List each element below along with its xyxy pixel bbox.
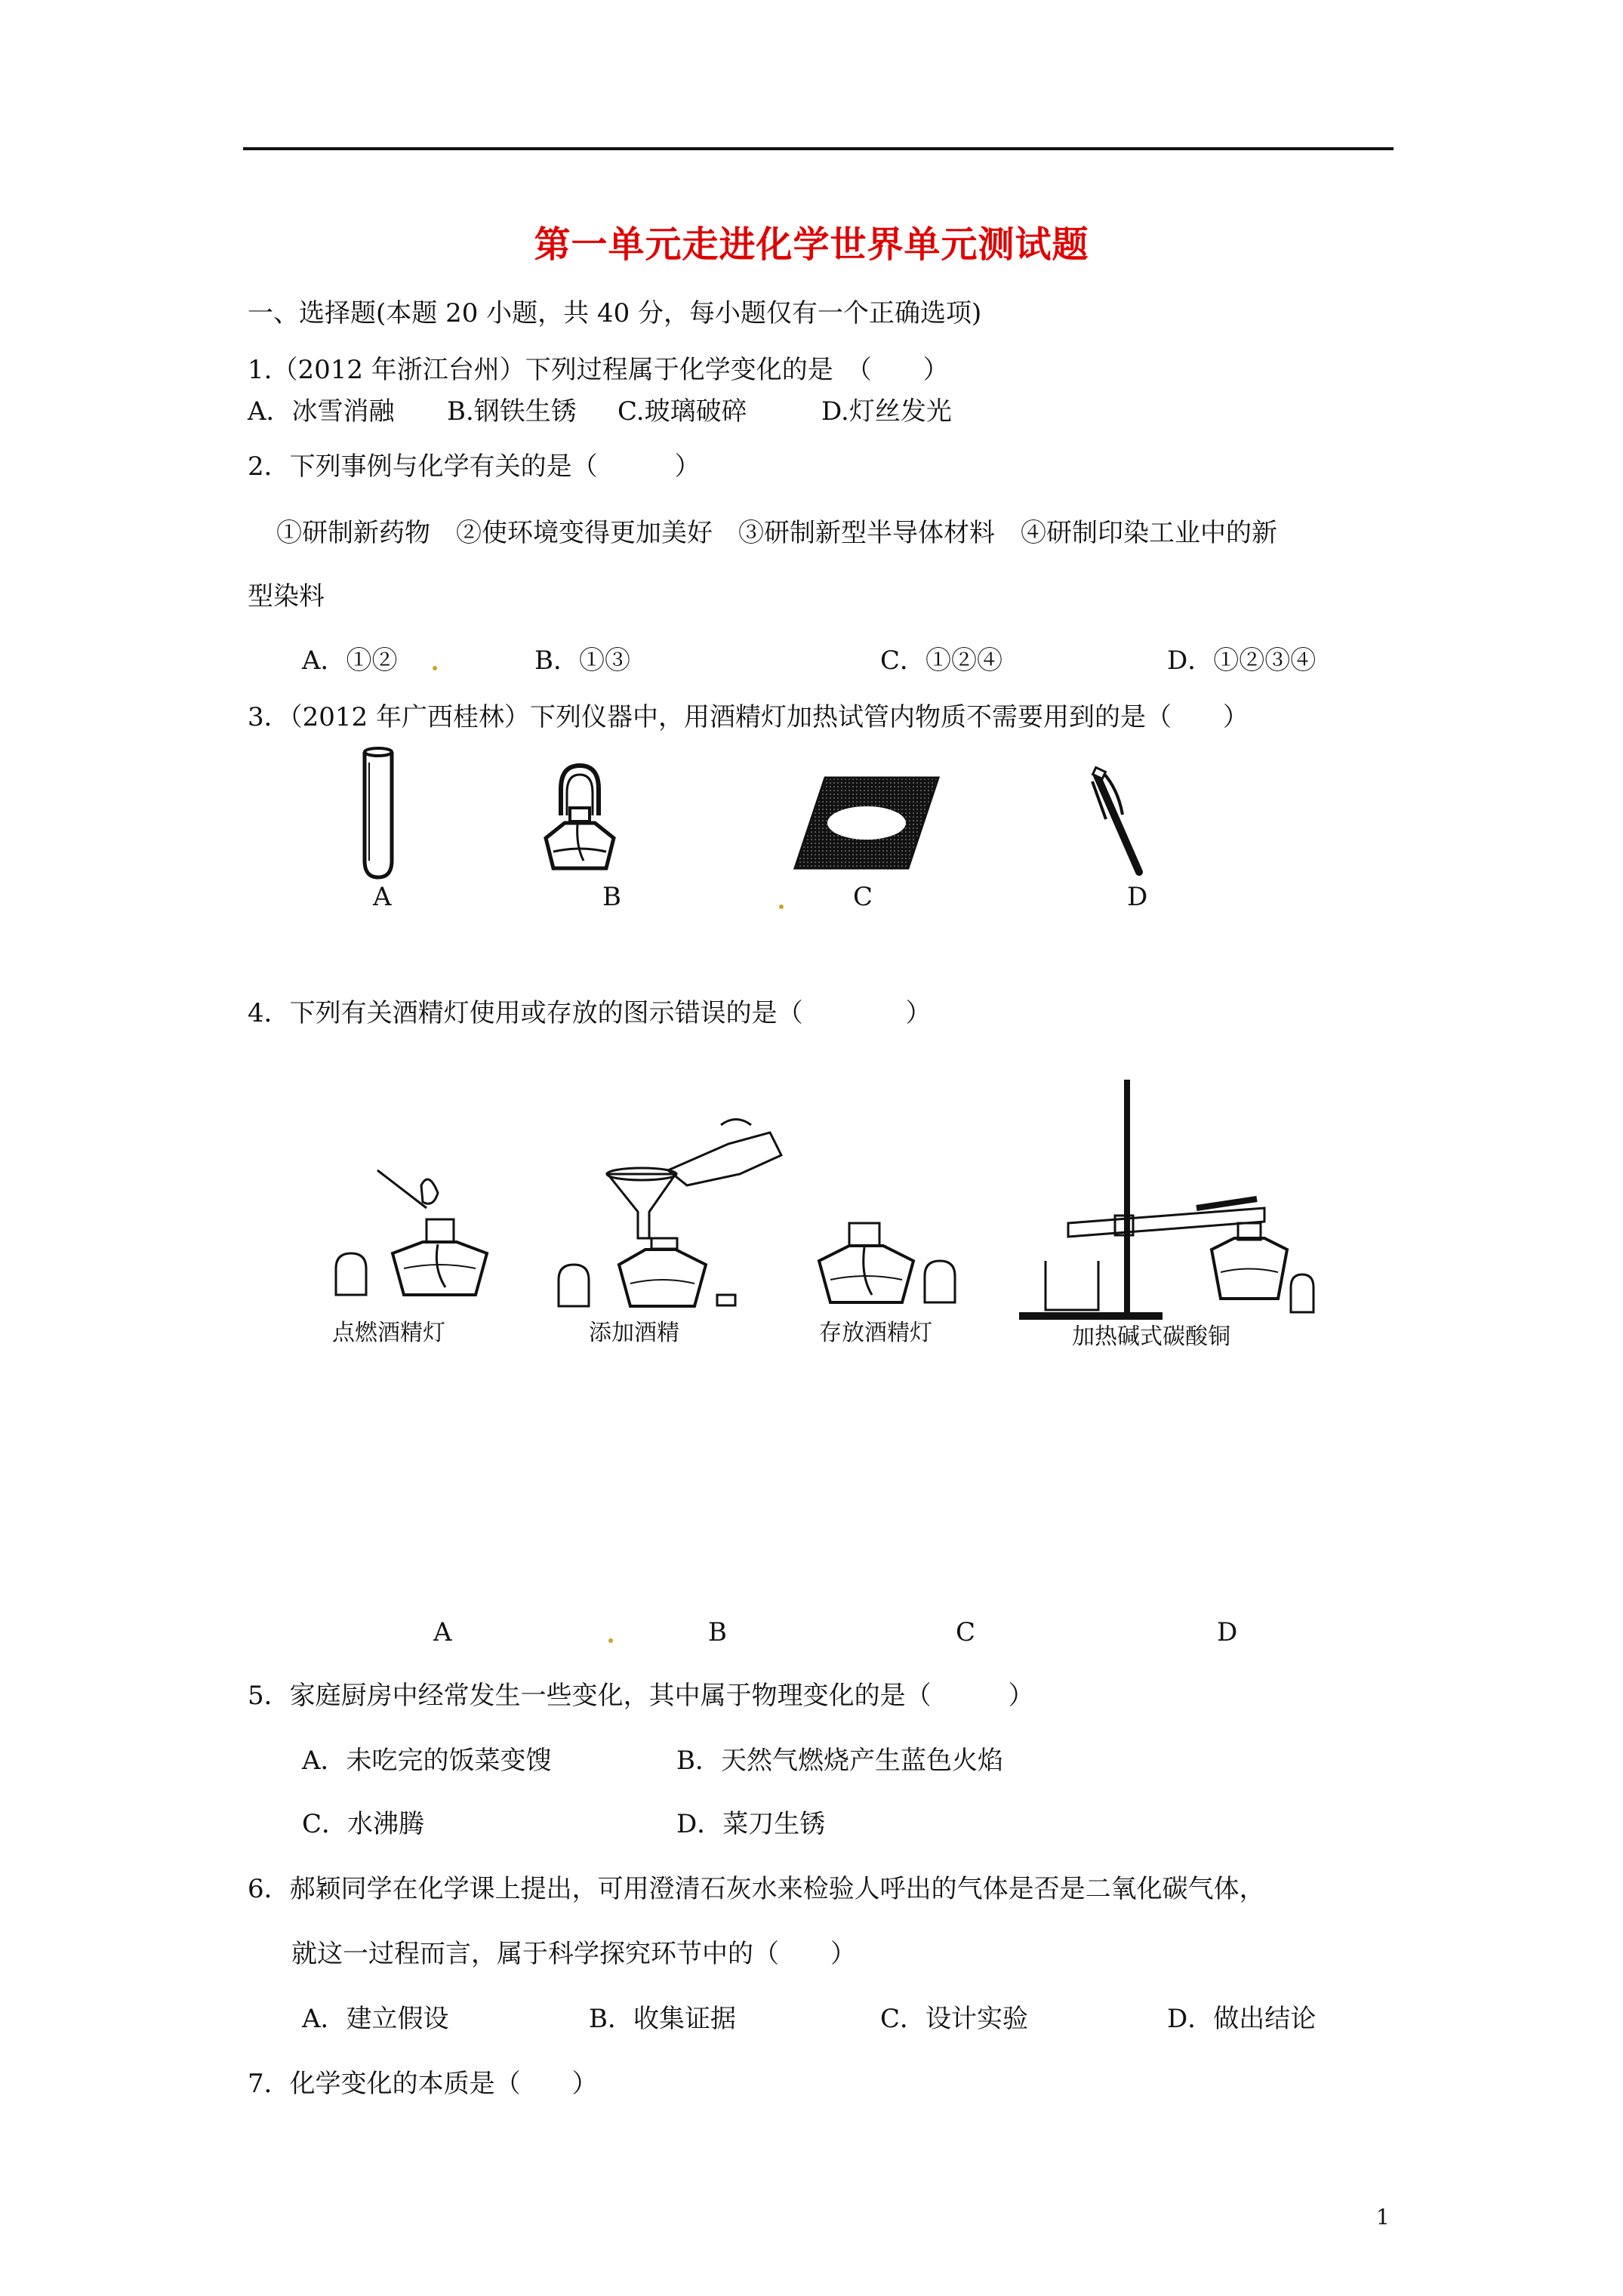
q2-items-line1: ①研制新药物 ②使环境变得更加美好 ③研制新型半导体材料 ④研制印染工业中的新 xyxy=(276,518,1277,548)
q5-option-c: C．水沸腾 xyxy=(302,1809,425,1839)
q4-caption-c: 存放酒精灯 xyxy=(819,1320,932,1346)
q3-label-a: A xyxy=(373,882,392,912)
q3-stem: 3．（2012 年广西桂林）下列仪器中，用酒精灯加热试管内物质不需要用到的是（ ） xyxy=(248,702,1249,732)
storing-lamp-illustration xyxy=(808,1208,974,1321)
q3-label-b: B xyxy=(602,882,621,912)
stray-dot xyxy=(608,1638,613,1643)
q7-stem: 7．化学变化的本质是（ ） xyxy=(248,2069,598,2099)
test-tube-holder-icon xyxy=(1083,766,1159,887)
q2-option-d: D．①②③④ xyxy=(1167,646,1317,676)
q5-option-d: D．菜刀生锈 xyxy=(676,1809,826,1839)
wire-gauze-icon xyxy=(791,774,942,872)
q1-option-d: D.灯丝发光 xyxy=(821,396,952,427)
header-rule xyxy=(243,147,1394,150)
q6-option-b: B．收集证据 xyxy=(589,2004,736,2034)
q3-label-d: D xyxy=(1127,882,1148,912)
q4-caption-a: 点燃酒精灯 xyxy=(332,1320,445,1346)
q5-option-b: B．天然气燃烧产生蓝色火焰 xyxy=(676,1746,1003,1776)
q4-caption-b: 添加酒精 xyxy=(589,1320,679,1346)
q1-stem: 1.（2012 年浙江台州）下列过程属于化学变化的是 （ ） xyxy=(248,355,949,385)
page-number: 1 xyxy=(1376,2205,1390,2230)
lighting-lamp-illustration xyxy=(332,1155,521,1321)
alcohol-lamp-icon xyxy=(531,755,629,883)
q2-option-b: B．①③ xyxy=(534,646,630,676)
q5-stem: 5．家庭厨房中经常发生一些变化，其中属于物理变化的是（ ） xyxy=(248,1681,1034,1711)
q4-label-d: D xyxy=(1217,1617,1238,1647)
q4-label-b: B xyxy=(708,1617,727,1647)
q1-option-c: C.玻璃破碎 xyxy=(617,396,747,427)
section-heading: 一、选择题(本题 20 小题，共 40 分，每小题仅有一个正确选项) xyxy=(248,298,982,328)
heating-copper-carbonate-illustration xyxy=(1015,1072,1317,1329)
stray-dot xyxy=(433,666,437,670)
q6-option-c: C．设计实验 xyxy=(880,2004,1029,2034)
q1-option-a: A．冰雪消融 xyxy=(248,396,395,427)
q2-option-c: C．①②④ xyxy=(880,646,1003,676)
q4-label-a: A xyxy=(433,1617,452,1647)
q1-option-b: B.钢铁生锈 xyxy=(447,396,577,427)
adding-alcohol-illustration xyxy=(555,1114,789,1325)
q6-option-d: D．做出结论 xyxy=(1167,2004,1317,2034)
q5-option-a: A．未吃完的饭菜变馊 xyxy=(302,1746,552,1776)
q2-items-line2: 型染料 xyxy=(248,581,325,612)
test-tube-icon xyxy=(359,747,404,883)
q3-label-c: C xyxy=(853,882,873,912)
q4-label-c: C xyxy=(956,1617,976,1647)
q2-option-a: A．①② xyxy=(302,646,398,676)
stray-dot xyxy=(779,905,784,909)
q6-stem-line1: 6．郝颖同学在化学课上提出，可用澄清石灰水来检验人呼出的气体是否是二氧化碳气体， xyxy=(248,1874,1265,1904)
q2-stem: 2．下列事例与化学有关的是（ ） xyxy=(248,451,701,482)
q4-caption-d: 加热碱式碳酸铜 xyxy=(1072,1324,1230,1350)
q6-option-a: A．建立假设 xyxy=(302,2004,449,2034)
q6-stem-line2: 就这一过程而言，属于科学探究环节中的（ ） xyxy=(291,1939,856,1969)
page-title: 第一单元走进化学世界单元测试题 xyxy=(534,223,1089,266)
q4-stem: 4．下列有关酒精灯使用或存放的图示错误的是（ ） xyxy=(248,998,932,1028)
